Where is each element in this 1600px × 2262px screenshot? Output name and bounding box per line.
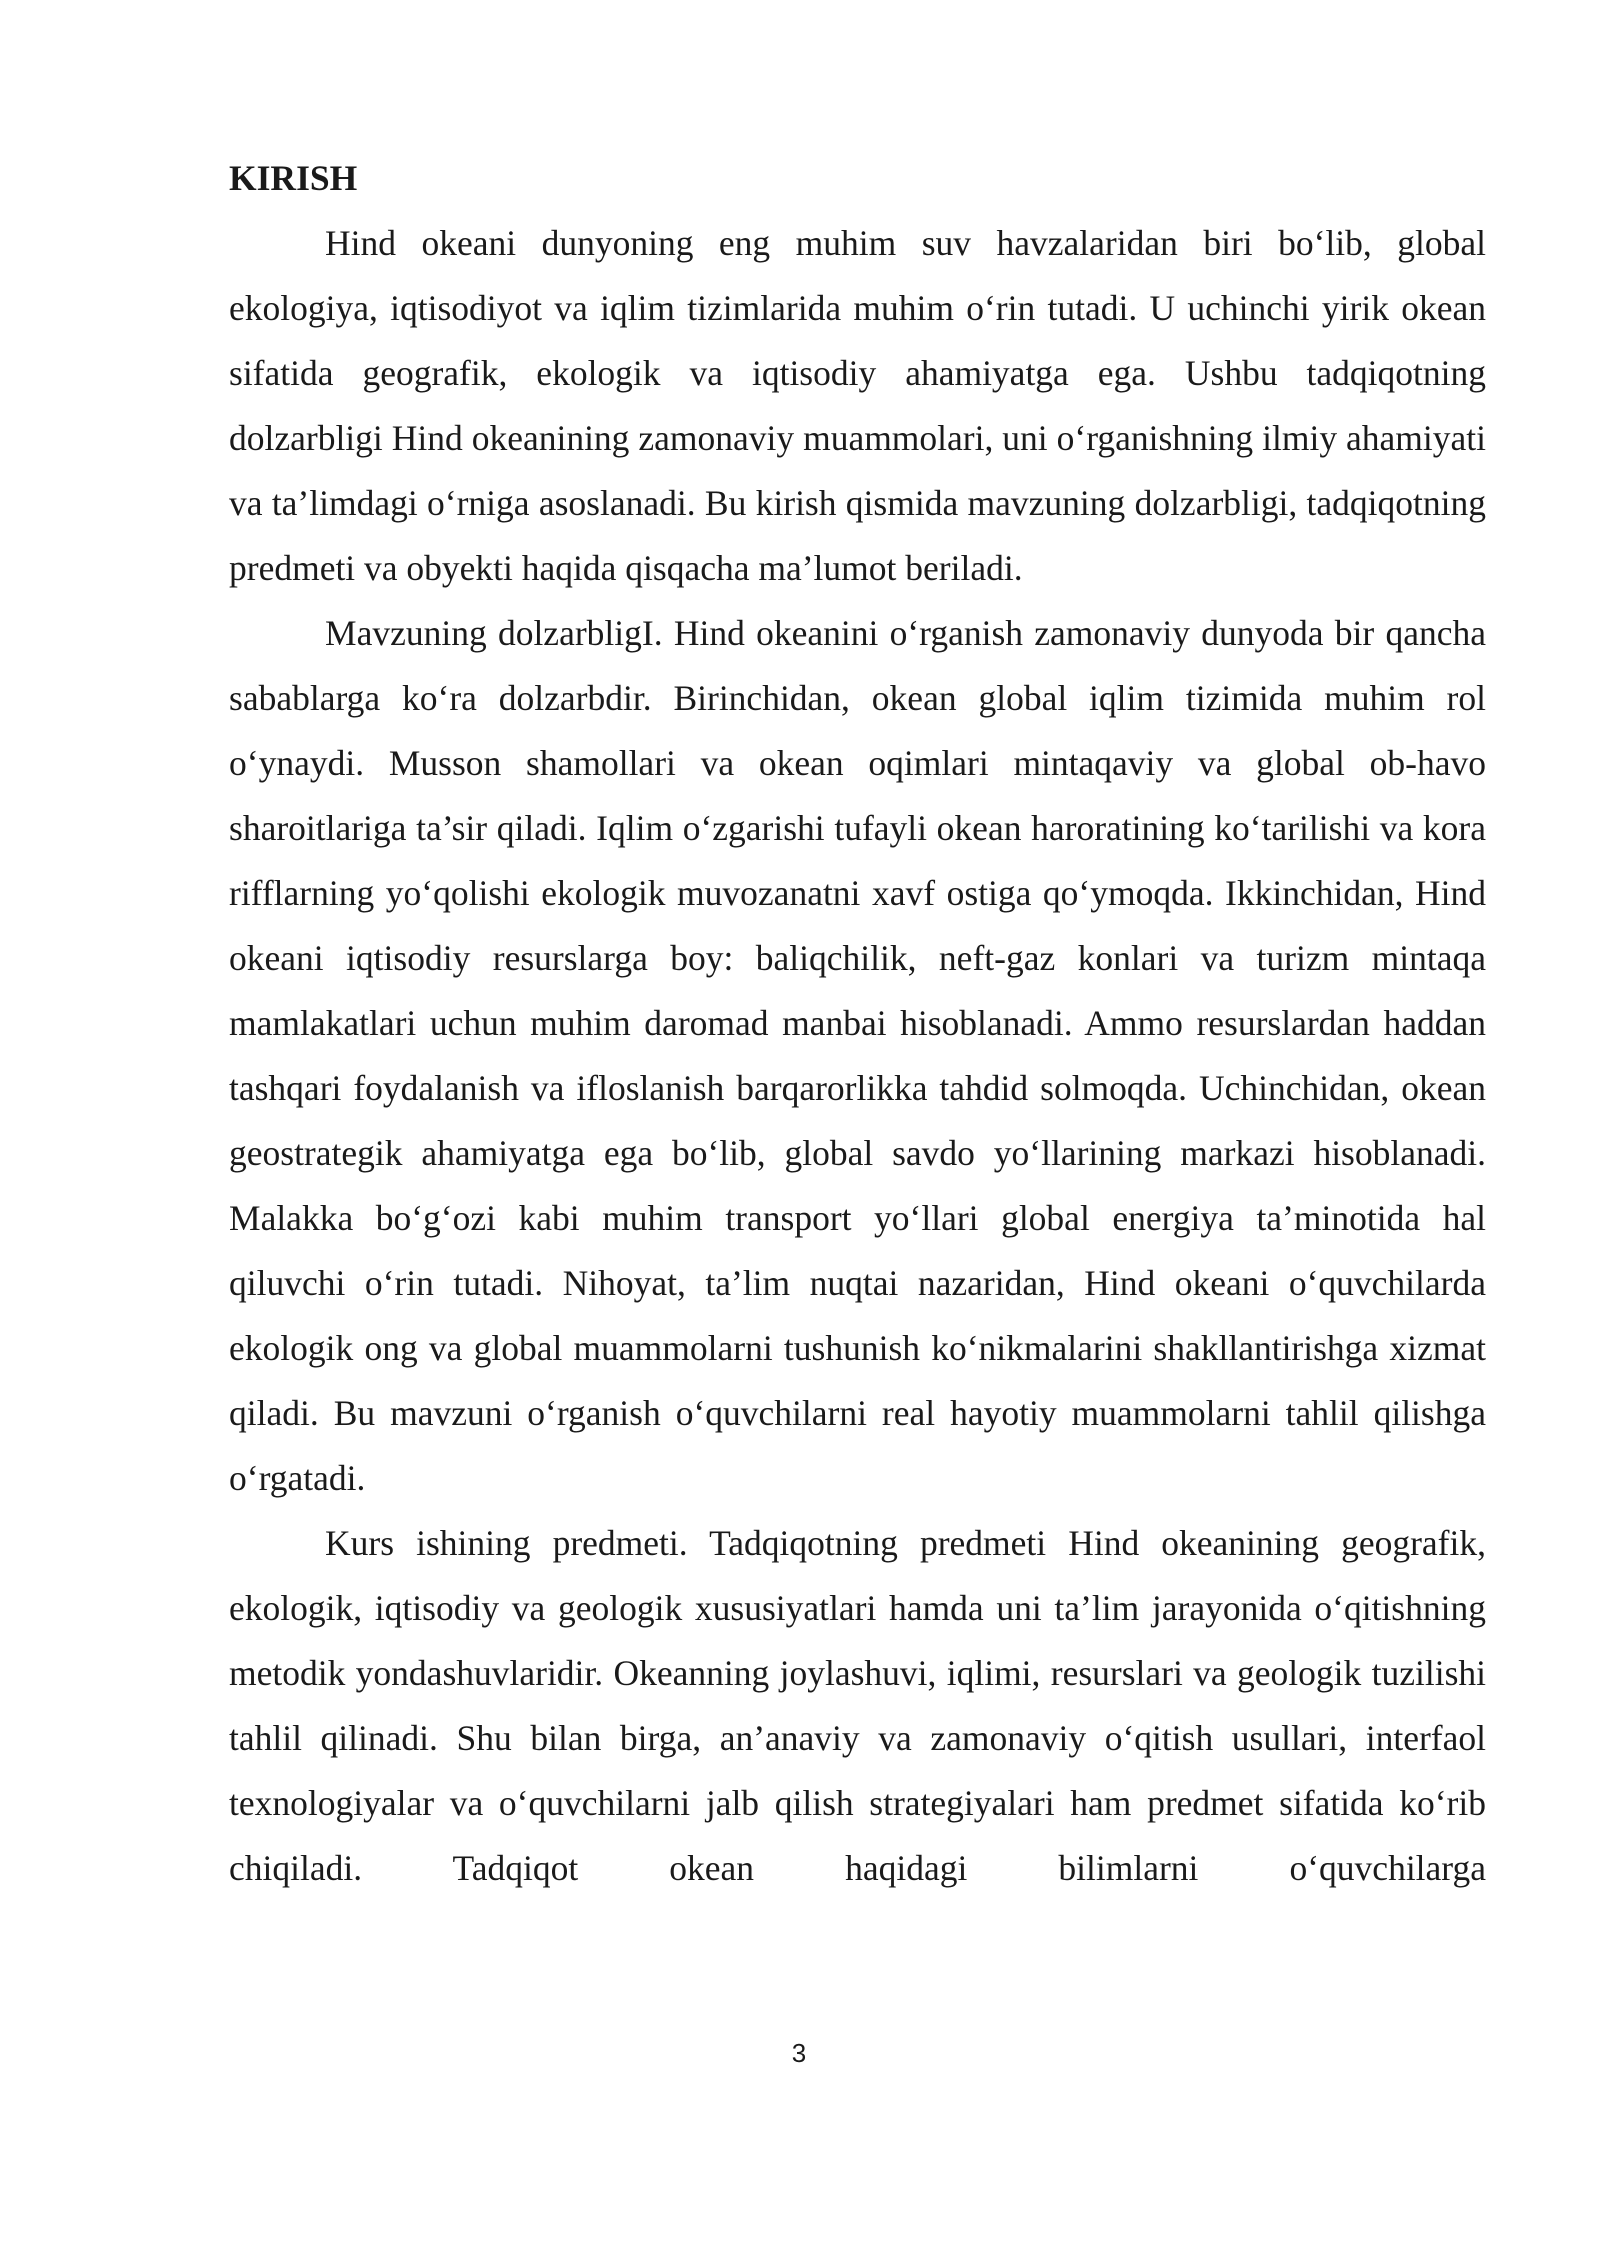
paragraph-introduction: Hind okeani dunyoning eng muhim suv havzalaridan biri bo‘lib, global ekologiya, iqtisodiyot va iqlim tizimlarida muhim o‘rin tutadi. U uchinchi yirik okean sifatida geografik, ekologik va iqtisodiy ahamiyatga ega. Ushbu tadqiqotning dolzarbligi Hind okeanining zamonaviy muammolari, uni o‘rganishning ilmiy ahamiyati va ta’limdagi o‘rniga asoslanadi. Bu kirish qismida mavzuning dolzarbligi, tadqiqotning predmeti va obyekti haqida qisqacha ma’lumot beriladi.: [229, 223, 1486, 588]
section-heading: KIRISH: [229, 158, 358, 198]
page-content: [229, 146, 1486, 1901]
paragraph-subject: Kurs ishining predmeti. Tadqiqotning predmeti Hind okeanining geografik, ekologik, iqtisodiy va geologik xususiyatlari hamda uni ta’lim jarayonida o‘qitishning metodik yondashuvlaridir. Okeanning joylashuvi, iqlimi, resurslari va geologik tuzilishi tahlil qilinadi. Shu bilan birga, an’anaviy va zamonaviy o‘qitish usullari, interfaol texnologiyalar va o‘quvchilarni jalb qilish strategiyalari ham predmet sifatida ko‘rib chiqiladi. Tadqiqot okean haqidagi bilimlarni o‘quvchilarga: [229, 1523, 1486, 1888]
paragraph-relevance: Mavzuning dolzarbligI. Hind okeanini o‘rganish zamonaviy dunyoda bir qancha sabablarga ko‘ra dolzarbdir. Birinchidan, okean global iqlim tizimida muhim rol o‘ynaydi. Musson shamollari va okean oqimlari mintaqaviy va global ob-havo sharoitlariga ta’sir qiladi. Iqlim o‘zgarishi tufayli okean haroratining ko‘tarilishi va kora rifflarning yo‘qolishi ekologik muvozanatni xavf ostiga qo‘ymoqda. Ikkinchidan, Hind okeani iqtisodiy resurslarga boy: baliqchilik, neft-gaz konlari va turizm mintaqa mamlakatlari uchun muhim daromad manbai hisoblanadi. Ammo resurslardan haddan tashqari foydalanish va ifloslanish barqarorlikka tahdid solmoqda. Uchinchidan, okean geostrategik ahamiyatga ega bo‘lib, global savdo yo‘llarining markazi hisoblanadi. Malakka bo‘g‘ozi kabi muhim transport yo‘llari global energiya ta’minotida hal qiluvchi o‘rin tutadi. Nihoyat, ta’lim nuqtai nazaridan, Hind okeani o‘quvchilarda ekologik ong va global muammolarni tushunish ko‘nikmalarini shakllantirishga xizmat qiladi. Bu mavzuni o‘rganish o‘quvchilarni real hayotiy muammolarni tahlil qilishga o‘rgatadi.: [229, 613, 1486, 1498]
page-number: 3: [791, 2038, 807, 2068]
